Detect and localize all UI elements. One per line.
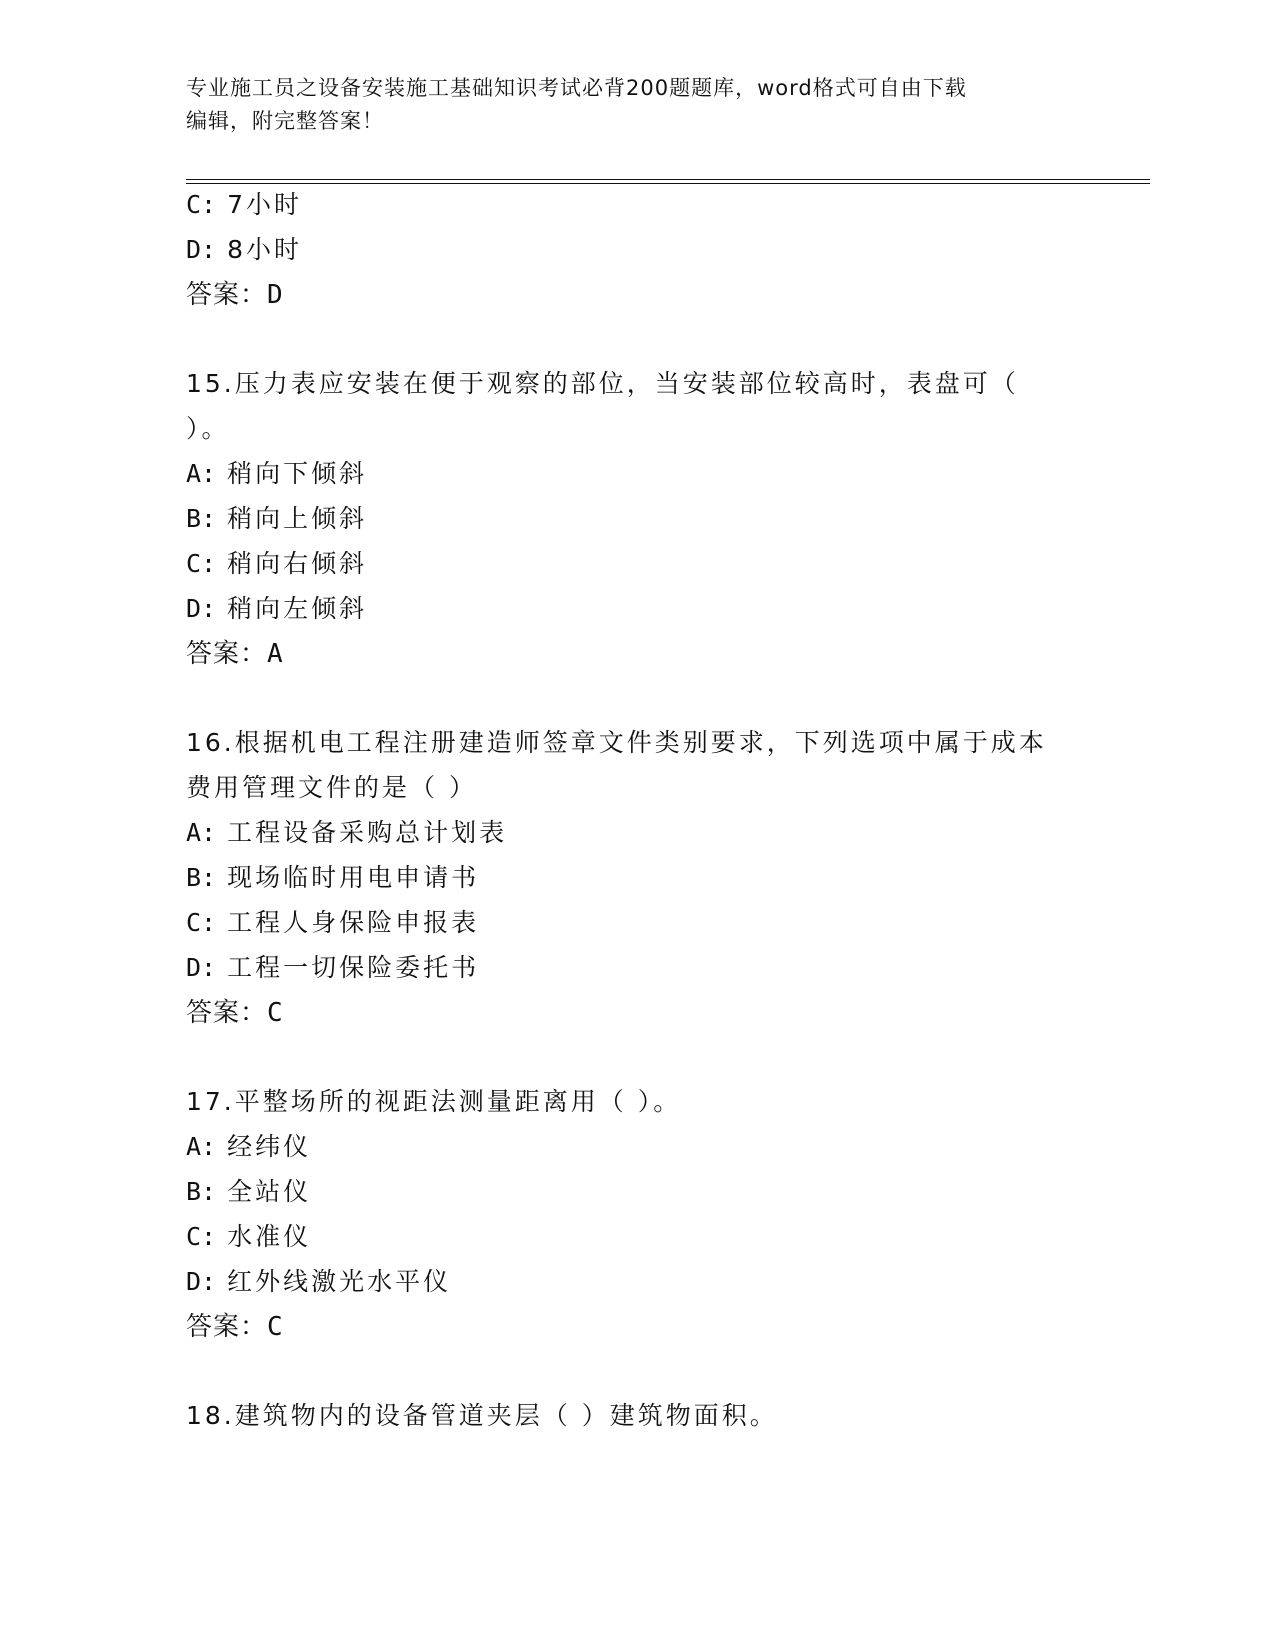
option-text: 8小时 bbox=[227, 235, 302, 264]
header-divider-bottom bbox=[186, 183, 1150, 184]
q17-stem-line-1: 17.平整场所的视距法测量距离用（ ）。 bbox=[186, 1087, 682, 1116]
option-text: 全站仪 bbox=[227, 1177, 312, 1206]
q16-option-a bbox=[186, 817, 507, 849]
q18-stem-line-1: 18.建筑物内的设备管道夹层（ ）建筑物面积。 bbox=[186, 1401, 778, 1430]
option-text: 工程人身保险申报表 bbox=[227, 908, 480, 937]
option-letter: D: bbox=[186, 1267, 217, 1296]
q17-option-a bbox=[186, 1131, 311, 1163]
option-text: 经纬仪 bbox=[227, 1132, 312, 1161]
option-letter: C: bbox=[186, 1222, 217, 1251]
answer-value: C bbox=[267, 998, 284, 1028]
option-letter: A: bbox=[186, 459, 217, 488]
option-text: 稍向下倾斜 bbox=[227, 459, 368, 488]
q16-stem-line-2: 费用管理文件的是（ ） bbox=[186, 773, 477, 802]
option-letter: D: bbox=[186, 594, 217, 623]
option-letter: C: bbox=[186, 549, 217, 578]
q15-option-d bbox=[186, 593, 367, 625]
q14-option-d bbox=[186, 234, 302, 266]
q15-stem-line-1: 15.压力表应安装在便于观察的部位，当安装部位较高时，表盘可（ bbox=[186, 369, 1019, 398]
option-text: 现场临时用电申请书 bbox=[227, 863, 480, 892]
option-letter: B: bbox=[186, 1177, 217, 1206]
answer-value: C bbox=[267, 1312, 284, 1342]
option-text: 7小时 bbox=[227, 190, 302, 219]
header-divider-top bbox=[186, 179, 1150, 180]
answer-value: D bbox=[267, 280, 284, 310]
option-text: 稍向左倾斜 bbox=[227, 594, 368, 623]
q17-answer bbox=[186, 1311, 284, 1343]
header-title-line-1: 专业施工员之设备安装施工基础知识考试必背200题题库，word格式可自由下载 bbox=[186, 76, 967, 100]
answer-label: 答案： bbox=[186, 1312, 268, 1342]
q15-answer bbox=[186, 638, 284, 670]
option-text: 稍向上倾斜 bbox=[227, 504, 368, 533]
option-letter: D: bbox=[186, 235, 217, 264]
option-letter: B: bbox=[186, 504, 217, 533]
q16-option-b bbox=[186, 862, 479, 894]
q16-option-c bbox=[186, 907, 479, 939]
q17-option-c bbox=[186, 1221, 311, 1253]
q15-option-a bbox=[186, 458, 367, 490]
option-letter: A: bbox=[186, 1132, 217, 1161]
option-letter: B: bbox=[186, 863, 217, 892]
option-letter: A: bbox=[186, 818, 217, 847]
q16-option-d bbox=[186, 952, 479, 984]
answer-label: 答案： bbox=[186, 998, 268, 1028]
q15-option-c bbox=[186, 548, 367, 580]
q16-answer bbox=[186, 997, 284, 1029]
q15-option-b bbox=[186, 503, 367, 535]
option-text: 稍向右倾斜 bbox=[227, 549, 368, 578]
option-text: 工程设备采购总计划表 bbox=[227, 818, 508, 847]
option-letter: D: bbox=[186, 953, 217, 982]
q17-option-d bbox=[186, 1266, 451, 1298]
option-text: 水准仪 bbox=[227, 1222, 312, 1251]
document-header bbox=[186, 72, 1066, 138]
option-letter: C: bbox=[186, 190, 217, 219]
option-text: 工程一切保险委托书 bbox=[227, 953, 480, 982]
answer-value: A bbox=[267, 639, 284, 669]
option-text: 红外线激光水平仪 bbox=[227, 1267, 452, 1296]
q14-option-c bbox=[186, 189, 302, 221]
answer-label: 答案： bbox=[186, 280, 268, 310]
q15-stem-line-2: ）。 bbox=[186, 414, 230, 443]
answer-label: 答案： bbox=[186, 639, 268, 669]
q16-stem-line-1: 16.根据机电工程注册建造师签章文件类别要求，下列选项中属于成本 bbox=[186, 728, 1047, 757]
q17-option-b bbox=[186, 1176, 311, 1208]
q14-answer bbox=[186, 279, 284, 311]
header-title-line-2: 编辑，附完整答案！ bbox=[186, 109, 384, 133]
option-letter: C: bbox=[186, 908, 217, 937]
